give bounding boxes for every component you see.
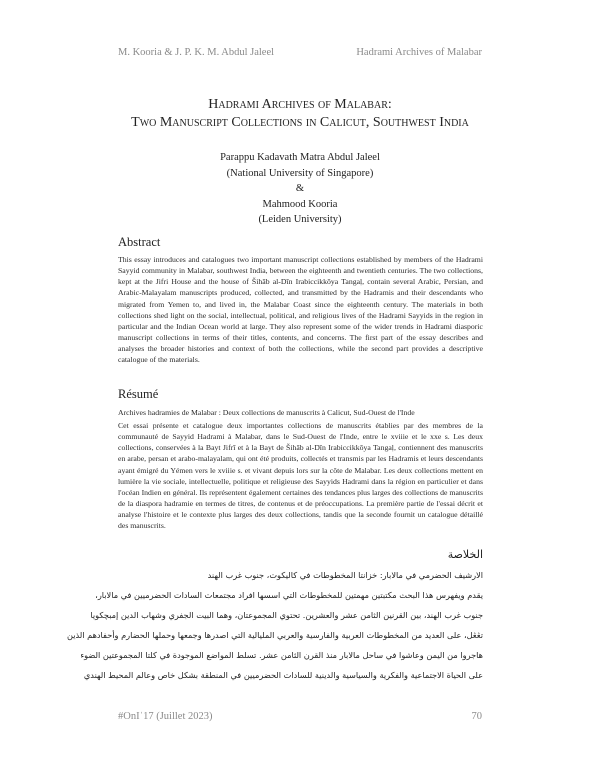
arabic-line: الارشيف الحضرمي في مالابار: خزانتا المخطوطات في كاليكوت، جنوب غرب الهند <box>207 570 483 580</box>
article-title <box>0 96 600 132</box>
title-line-2: Two Manuscript Collections in Calicut, Southwest India <box>131 115 469 130</box>
running-head-authors: M. Kooria & J. P. K. M. Abdul Jaleel <box>118 47 275 58</box>
author-2-name: Mahmood Kooria <box>262 198 338 210</box>
arabic-line: على الحياة الاجتماعية والفكرية والسياسية والدينية للسادات الحضرميين في المنطقة بشكل خاص وعالم المحيط الهندي <box>83 670 483 680</box>
author-2-affiliation: (Leiden University) <box>258 214 342 225</box>
arabic-line: تڠڠل، على العديد من المخطوطات العربية والفارسية والعربي المليالية التي اصدرها وجمعها وحملها الحضارم وأحفادهم الذين <box>66 630 483 640</box>
abstract-text: This essay introduces and catalogues two important manuscript collections established by members of the Hadrami Sayyid community in Malabar, southwest India, between the eighteenth and twentieth centuries. The two collections, kept at the Jifri House and the house of Šihāb al-Dīn Irabiccikkōya Tangaḷ, contain several Arabic, Persian, and Arabic-Malayalam manuscripts produced, collected, and transmitted by the Hadramis and their descendants who migrated from Yemen to, and lived in, the Malabar Coast since the eighteenth century. The materials in both collections shed light on the social, intellectual, political, and religious lives of the Hadrami Sayyids in the region in particular and the Indian Ocean world at large. They also represent some of the wider trends in Hadrami diasporic manuscript collections in terms of their titles, contents, and concerns. The first part of the essay describes and analyses the broader histories and context of both the collections, while the second part provides a descriptive catalogue of the materials. <box>118 255 483 365</box>
author-block <box>0 150 600 228</box>
page-footer <box>118 711 482 722</box>
abstract-heading: Abstract <box>118 235 161 249</box>
resume-heading: Résumé <box>118 387 159 401</box>
arabic-abstract <box>66 548 483 685</box>
resume-text: Cet essai présente et catalogue deux importantes collections de manuscrits établies par des membres de la communauté de Sayyid Hadrami à Malabar, dans le Sud-Ouest de l'Inde, entre le xviiie et le xxe s. Les deux collections, conservées à la Bayt Jifrī et à la Bayt de Šihāb al-Dīn Irabiccikkōya Tangaḷ, contiennent des manuscrits en arabe, persan et arabo-malayalam, qui ont été produits, collectés et transmis par les Hadramis et leurs descendants ayant émigré du Yémen vers le xviiie s. et vivant depuis lors sur la côte de Malabar. Les deux collections mettent en lumière la vie sociale, intellectuelle, politique et religieuse des Sayyids Hadrami dans la région en particulier et dans l'océan Indien en général. Ils représentent également certaines des tendances plus larges des collections de manuscrits de la diaspora hadramie en termes de titres, de contenus et de préoccupations. La première partie de l'essai décrit et analyse l'histoire et le contexte plus larges des deux collections, tandis que la seconde fournit un catalogue détaillé des manuscrits. <box>118 421 483 531</box>
arabic-line: هاجروا من اليمن وعاشوا في ساحل مالابار منذ القرن الثامن عشر. تسلط المواضع الموجودة في كلتا المجموعتين الضوء <box>80 650 483 660</box>
page-number: 70 <box>471 711 482 722</box>
author-1-name: Parappu Kadavath Matra Abdul Jaleel <box>220 152 380 163</box>
running-head-title: Hadrami Archives of Malabar <box>356 47 482 58</box>
author-1-affiliation: (National University of Singapore) <box>226 167 374 179</box>
title-line-1: Hadrami Archives of Malabar: <box>208 97 392 112</box>
journal-issue: #OnIˈ17 (Juillet 2023) <box>118 711 213 722</box>
resume-subtitle: Archives hadramies de Malabar : Deux collections de manuscrits à Calicut, Sud-Ouest de l'Inde <box>118 408 415 417</box>
arabic-line: يقدم ويفهرس هذا البحث مكتبتين مهمتين للمخطوطات التي اسسها افراد مجتمعات السادات الحضرميين في مالابار، <box>95 590 483 600</box>
arabic-heading: الخلاصة <box>447 548 483 561</box>
running-header <box>118 47 482 58</box>
author-conjunction: & <box>295 183 305 194</box>
arabic-line: جنوب غرب الهند، بين القرنين الثامن عشر والعشرين. تحتوي المجموعتان، وهما البيت الجفري وشهاب الدين إمبچكويا <box>90 610 483 620</box>
